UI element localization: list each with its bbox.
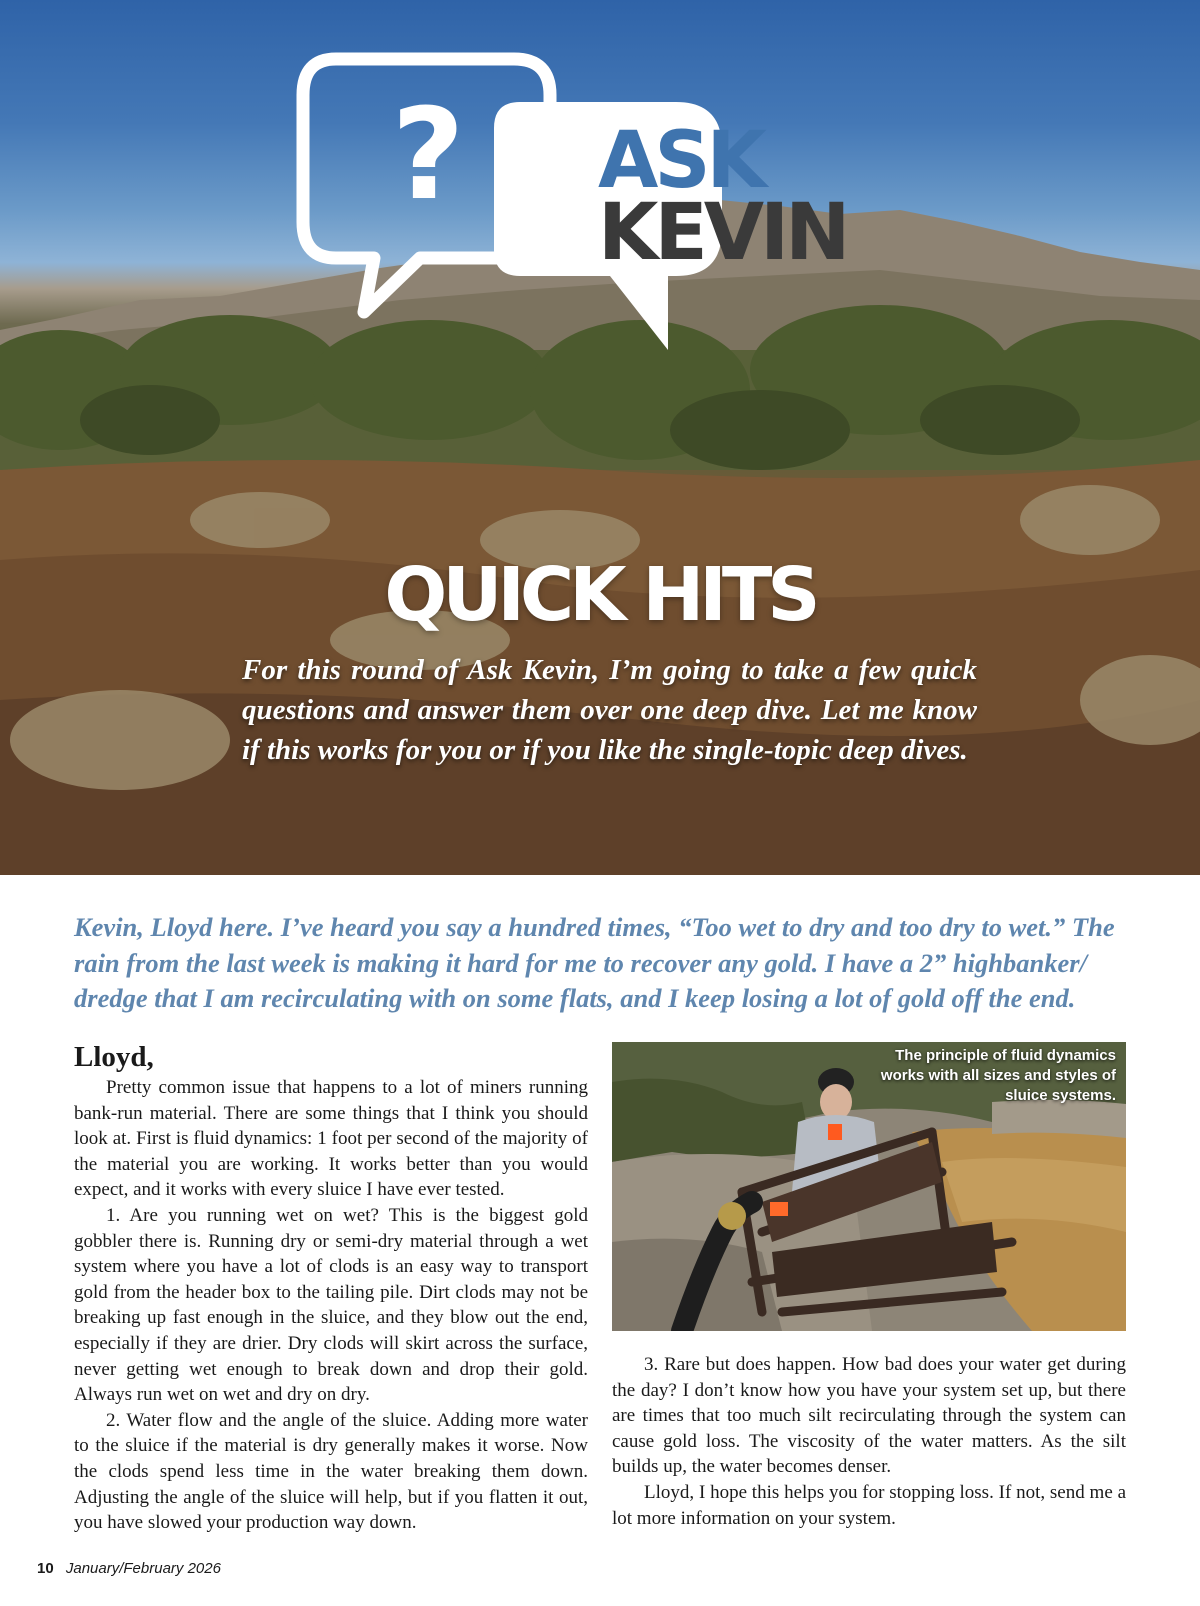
answer-column-right [612,1352,1126,1531]
issue-date: January/February 2026 [65,1560,221,1577]
page-number: 10 [37,1560,54,1577]
answer-paragraph: 3. Rare but does happen. How bad does your water get during the day? I don’t know how you have your system set up, but there are times that too much silt recirculating through the system can cause gold loss. The viscosity of the water matters. As the silt builds up, the water becomes denser. [612,1354,1126,1478]
section-title: QUICK HITS [384,552,816,638]
answer-paragraph: Pretty common issue that happens to a lot of miners running bank-run material. There are some things that I think you should look at. First is fluid dynamics: 1 foot per second of the majority of the material you are working. It works better than you would expect, and it works with every sluice I have ever tested. [74,1077,588,1201]
reader-question: Kevin, Lloyd here. I’ve heard you say a hundred times, “Too wet to dry and too dry to wet.” The rain from the last week is making it hard for me to recover any gold. I have a 2” highbanker/ dredge that I am recirculating with on some flats, and I keep losing a lot of gold off the end. [74,912,1115,1013]
sluice-photo [612,1042,1126,1331]
answer-paragraph: 1. Are you running wet on wet? This is the biggest gold gobbler there is. Running dry or semi-dry material through a wet system where you have a lot of clods is an easy way to transport gold from the header box to the tailing pile. Dirt clods may not be breaking up fast enough in the sluice, and they blow out the end, especially if they are drier. Dry clods will skirt across the surface, never getting wet enough to break down and drop their gold. Always run wet on wet and dry on dry. [74,1204,588,1406]
question-mark-glyph: ? [391,81,465,228]
answer-column-left [74,1040,588,1536]
answer-salutation: Lloyd, [74,1041,154,1073]
answer-paragraph: Lloyd, I hope this helps you for stopping loss. If not, send me a lot more information on your system. [612,1481,1126,1529]
logo-kevin-word: KEVIN [598,188,847,278]
logo-ask-word: ASK [598,116,763,206]
answer-paragraph: 2. Water flow and the angle of the sluice. Adding more water to the sluice if the material is dry generally makes it worse. Now the clods spend less time in the water breaking them down. Adjusting the angle of the sluice will help, but if you flatten it out, you have slowed your production way down. [74,1409,588,1534]
intro-text: For this round of Ask Kevin, I’m going to take a few quick questions and answer them over one deep dive. Let me know if this works for you or if you like the single-topic deep dives. [242,654,977,766]
photo-caption: The principle of fluid dynamics works with all sizes and styles of sluice systems. [880,1047,1116,1104]
page-footer [37,1560,221,1577]
